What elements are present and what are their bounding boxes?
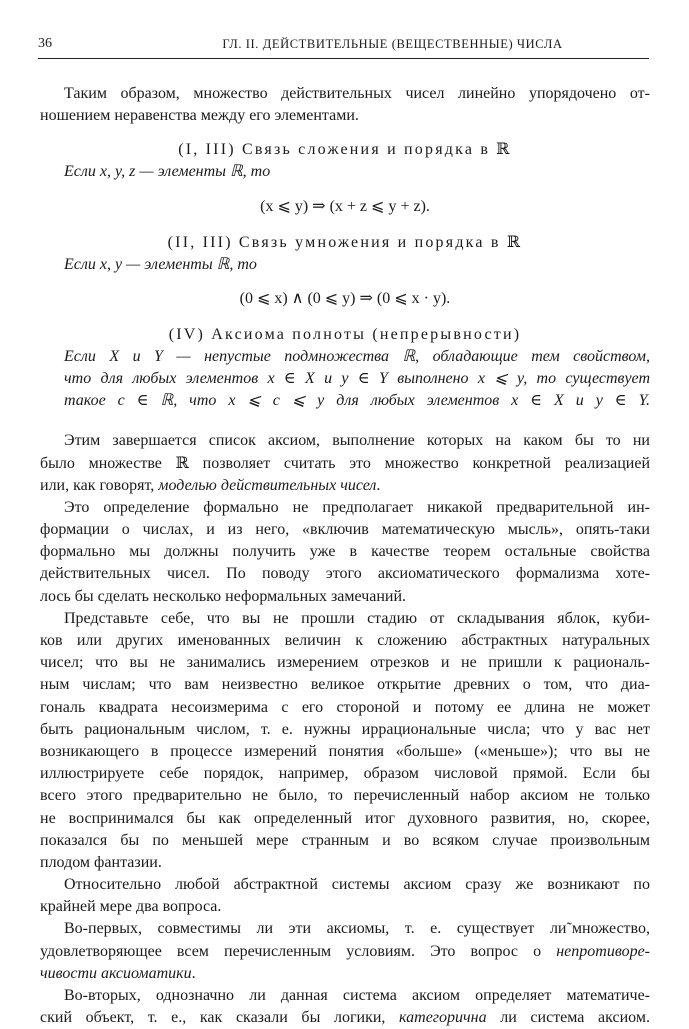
axiom-completeness-statement <box>40 346 650 413</box>
text-line: Представьте себе, что вы не прошли стадию от складывания яблок, куби- <box>64 609 650 627</box>
intro-paragraph <box>40 83 650 127</box>
paragraph-imagine <box>40 608 650 874</box>
text-span: . <box>191 964 196 982</box>
paragraph-two-questions <box>40 874 650 918</box>
paragraph-formal-definition <box>40 497 650 608</box>
page-header <box>38 34 649 59</box>
axiom-add-order-statement: Если x, y, z — элементы ℝ, то <box>64 163 271 181</box>
axiom-add-order-formula: (x ⩽ y) ⇒ (x + z ⩽ y + z). <box>260 197 430 215</box>
text-line: Этим завершается список аксиом, выполнение которых на каком бы то ни <box>64 432 650 450</box>
axiom-mul-order-formula: (0 ⩽ x) ∧ (0 ⩽ y) ⇒ (0 ⩽ x · y). <box>239 289 451 307</box>
text-line: Таким образом, множество действительных чисел линейно упорядочено от- <box>64 85 650 102</box>
text-line: ношением неравенства между его элементами. <box>40 107 359 125</box>
text-line: не воспринимался бы как определенный итог духовного развития, но, скорее, <box>40 809 650 827</box>
page-body <box>40 83 650 1029</box>
text-line: формально мы должны получить уже в качестве теорем остальные свойства <box>40 543 650 561</box>
text-line: показался бы по меньшей мере странным и во всяком случае произвольным <box>40 831 650 849</box>
text-span: ли система аксиом. <box>486 1009 650 1027</box>
text-line: крайней мере два вопроса. <box>40 898 222 916</box>
text-line: ным числам; что вам неизвестно великое открытие древних о том, что диа- <box>40 676 650 694</box>
text-line <box>40 475 650 497</box>
term-consistency: непротиворе- <box>556 942 650 960</box>
axiom-add-order-title: (I, III) Связь сложения и порядка в ℝ <box>178 141 512 159</box>
text-span: или, как говорят, <box>40 476 159 494</box>
text-line: гональ квадрата несоизмерима с его стороной и потому ее длина не может <box>40 698 650 716</box>
text-line: быть рациональным числом, т. е. нужны иррациональные числа; что у вас нет <box>40 720 650 738</box>
text-line: возникающего в процессе измерений понятия «больше» («меньше»); что вы не <box>40 742 650 760</box>
text-span: удовлетворяющее всем перечисленным условиям. Это вопрос о <box>40 942 557 960</box>
paragraph-consistency <box>40 918 650 985</box>
axiom-completeness-title: (IV) Аксиома полноты (непрерывности) <box>168 325 522 343</box>
text-line: Относительно любой абстрактной системы аксиом сразу же возникают по <box>64 876 650 894</box>
text-span: ский объект, т. е., как сказали бы логики, <box>40 1009 400 1027</box>
text-line <box>40 941 650 963</box>
text-line: лось бы сделать несколько неформальных замечаний. <box>40 587 407 605</box>
text-line: формации о числах, и из него, «включив математическую мысль», опять-таки <box>40 521 650 539</box>
text-line: что для любых элементов x ∈ X и y ∈ Y выполнено x ⩽ y, то существует <box>64 369 650 387</box>
text-span: . <box>376 476 381 494</box>
text-line: чисел; что вы не занимались измерением отрезков и не пришли к рациональ- <box>40 654 650 672</box>
text-line: плодом фантазии. <box>40 853 162 871</box>
text-line: действительных чисел. По поводу этого аксиоматического формализма хоте- <box>40 565 650 583</box>
text-line: всего этого предварительно не было, то перечисленный набор аксиом не только <box>40 787 650 805</box>
text-line: иллюстрируете себе порядок, например, образом числовой прямой. Если бы <box>40 765 650 783</box>
text-line: Если X и Y — непустые подмножества ℝ, обладающие тем свойством, <box>64 347 650 365</box>
text-line: ков или других именованных величин к сложению абстрактных натуральных <box>40 632 650 649</box>
axiom-mul-order-statement: Если x, y — элементы ℝ, то <box>64 255 257 273</box>
text-line: Во-первых, совместимы ли эти аксиомы, т. е. существует ли˜множество, <box>64 920 650 938</box>
term-consistency-continued: чивости аксиоматики <box>40 964 192 982</box>
page-number: 36 <box>38 36 52 51</box>
text-line <box>40 1007 650 1029</box>
text-line: Во-вторых, однозначно ли данная система аксиом определяет математиче- <box>64 987 650 1004</box>
text-line <box>40 963 650 985</box>
text-line: Это определение формально не предполагает никакой предварительной ин- <box>64 498 650 516</box>
paragraph-axiom-list-end <box>40 430 650 497</box>
running-head: ГЛ. II. ДЕЙСТВИТЕЛЬНЫЕ (ВЕЩЕСТВЕННЫЕ) ЧИСЛА <box>222 37 563 51</box>
axiom-mul-order-title: (II, III) Связь умножения и порядка в ℝ <box>167 233 523 251</box>
text-line: было множестве ℝ позволяет считать это множество конкретной реализацией <box>40 454 650 472</box>
text-line: такое c ∈ ℝ, что x ⩽ c ⩽ y для любых элементов x ∈ X и y ∈ Y. <box>64 392 650 410</box>
term-categorical: категорична <box>399 1009 487 1027</box>
paragraph-categoricity <box>40 985 650 1029</box>
term-model-of-reals: моделью действительных чисел <box>158 476 377 494</box>
